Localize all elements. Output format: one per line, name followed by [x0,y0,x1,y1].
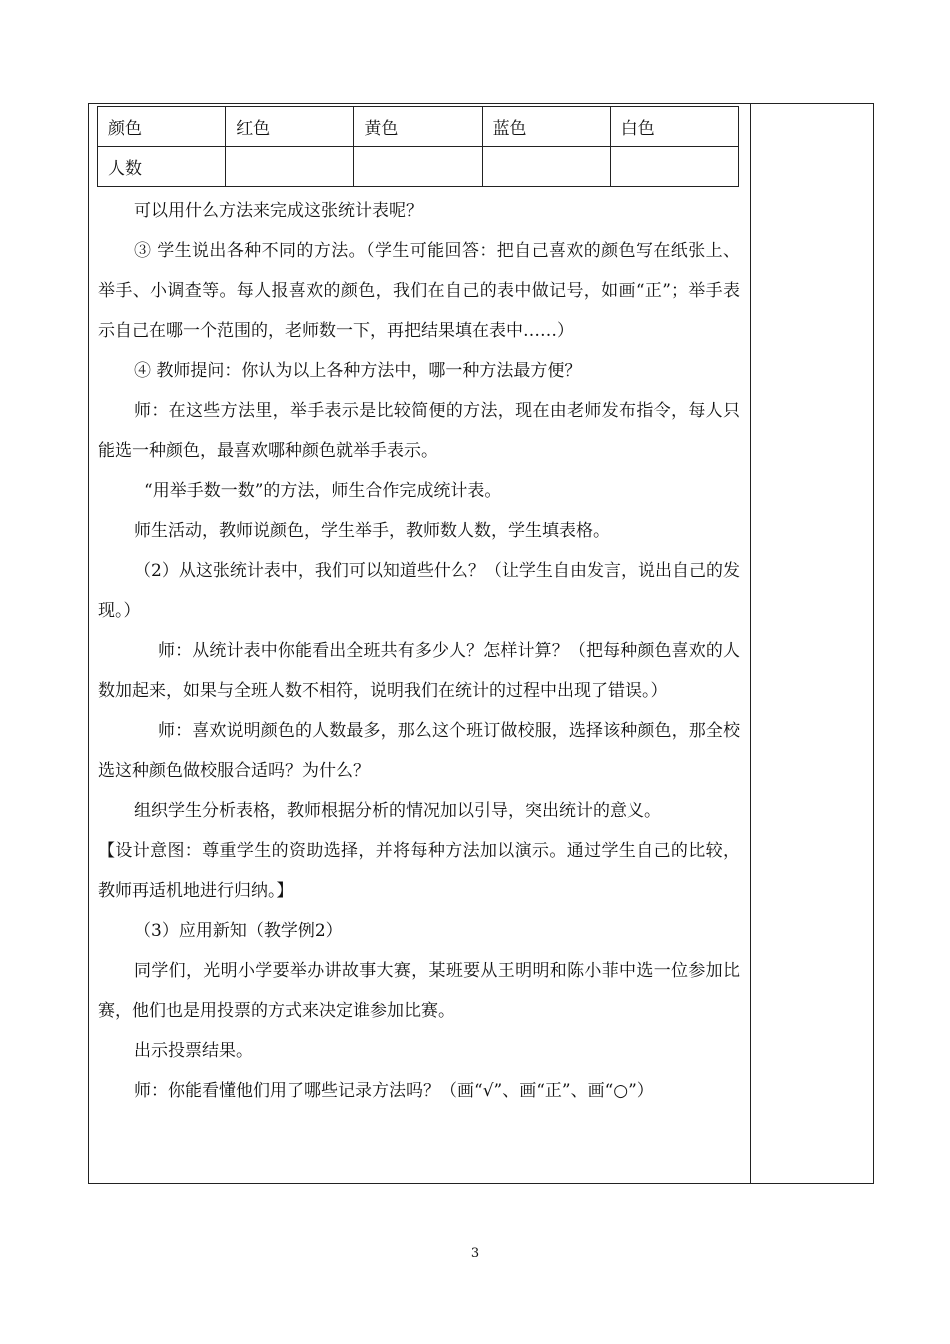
table-row [98,107,739,147]
table-row-label: 人数 [98,147,226,187]
color-statistics-table [97,106,739,187]
table-cell [610,147,738,187]
table-header-cell: 蓝色 [482,107,610,147]
design-intent-paragraph: 【设计意图：尊重学生的资助选择，并将每种方法加以演示。通过学生自己的比较，教师再适机地进行归纳。】 [98,841,740,901]
page-number: 3 [470,1246,480,1261]
paragraph: “用举手数一数”的方法，师生合作完成统计表。 [144,481,502,501]
paragraph: 同学们，光明小学要举办讲故事大赛，某班要从王明明和陈小菲中选一位参加比赛，他们也是用投票的方式来决定谁参加比赛。 [98,961,740,1021]
paragraph: （2）从这张统计表中，我们可以知道些什么？（让学生自由发言，说出自己的发现。） [98,561,740,621]
table-header-cell: 红色 [226,107,354,147]
paragraph: 可以用什么方法来完成这张统计表呢？ [134,201,423,221]
paragraph: （3）应用新知（教学例2） [134,921,343,941]
lesson-content [98,191,740,1111]
paragraph: 师：在这些方法里，举手表示是比较简便的方法，现在由老师发布指令，每人只能选一种颜色，最喜欢哪种颜色就举手表示。 [98,401,740,461]
table-header-cell: 颜色 [98,107,226,147]
paragraph: ③ 学生说出各种不同的方法。（学生可能回答：把自己喜欢的颜色写在纸张上、举手、小调查等。每人报喜欢的颜色，我们在自己的表中做记号，如画“正”；举手表示自己在哪一个范围的，老师数一下，再把结果填在表中……） [98,241,740,341]
paragraph: ④ 教师提问：你认为以上各种方法中，哪一种方法最方便？ [134,361,582,381]
table-row [98,147,739,187]
table-cell [482,147,610,187]
paragraph: 出示投票结果。 [134,1041,253,1061]
paragraph: 师：从统计表中你能看出全班共有多少人？怎样计算？（把每种颜色喜欢的人数加起来，如果与全班人数不相符，说明我们在统计的过程中出现了错误。） [98,641,740,701]
paragraph: 组织学生分析表格，教师根据分析的情况加以引导，突出统计的意义。 [134,801,661,821]
table-header-cell: 黄色 [354,107,482,147]
paragraph: 师：喜欢说明颜色的人数最多，那么这个班订做校服，选择该种颜色，那全校选这种颜色做校服合适吗？为什么？ [98,721,740,781]
paragraph: 师：你能看懂他们用了哪些记录方法吗？（画“√”、画“正”、画“○”） [134,1081,654,1101]
table-cell [226,147,354,187]
table-cell [354,147,482,187]
table-header-cell: 白色 [610,107,738,147]
paragraph: 师生活动，教师说颜色，学生举手，教师数人数，学生填表格。 [134,521,610,541]
column-divider [750,103,751,1184]
